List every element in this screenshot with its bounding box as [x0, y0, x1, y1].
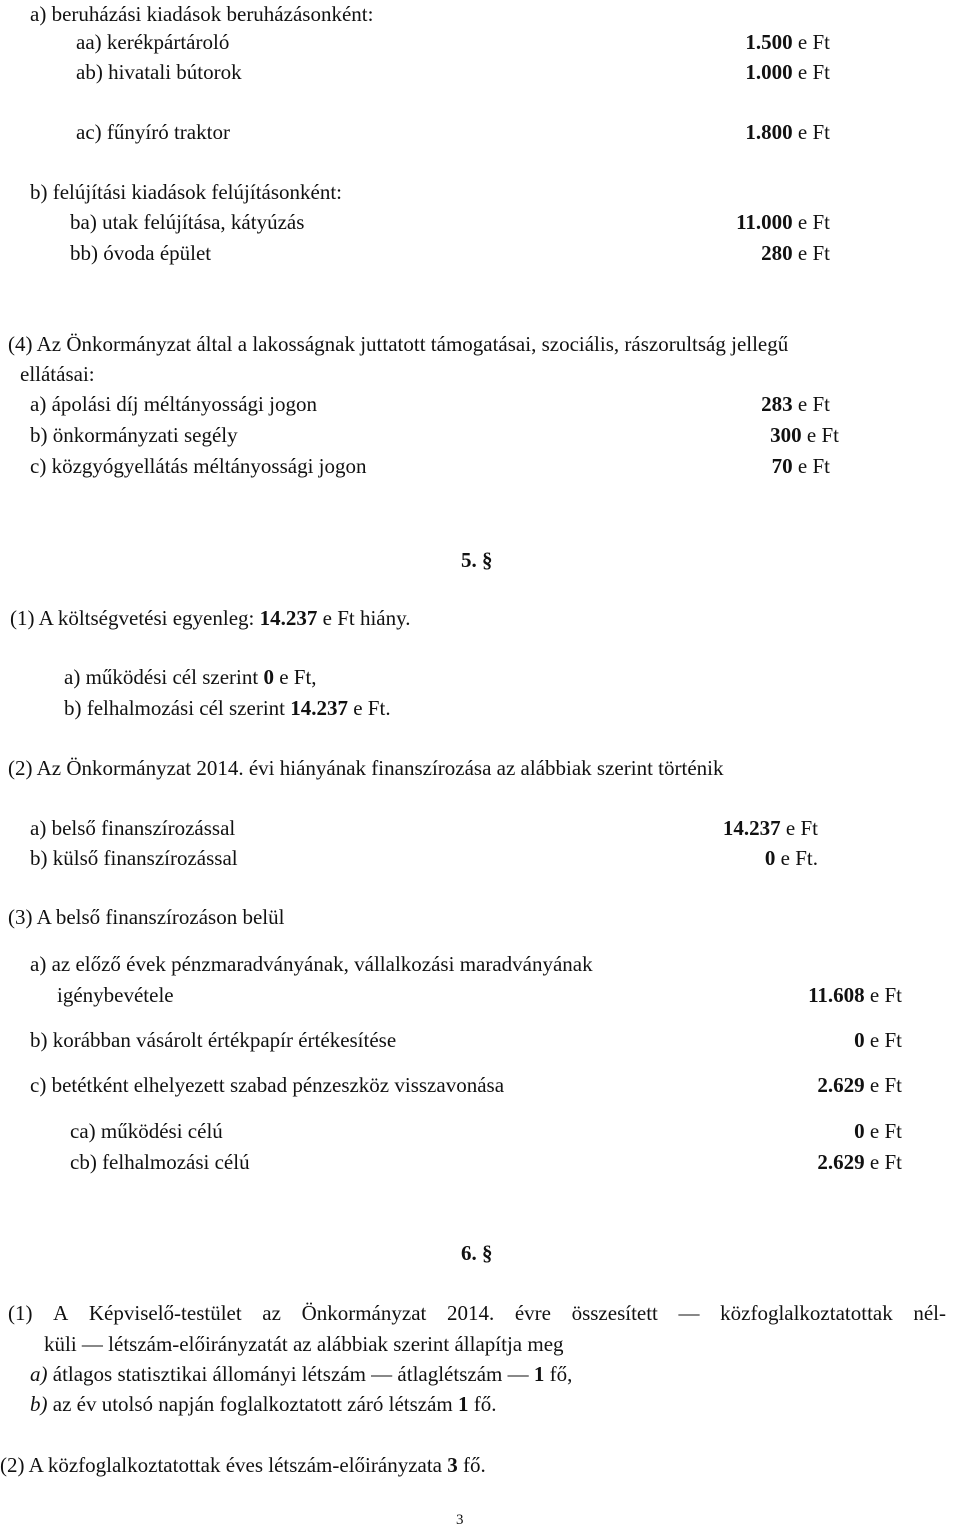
sec5-p1-value: 14.237 [259, 606, 318, 630]
sec6-p1-word: nél- [913, 1301, 946, 1325]
item-ac-label: ac) fűnyíró traktor [76, 120, 230, 144]
sec6-p1-word: Önkormányzat [301, 1301, 427, 1325]
sec6-p1a-text: átlagos statisztikai állományi létszám — átlaglétszám — [47, 1362, 534, 1386]
sec5-p2b-unit: e Ft. [775, 846, 818, 870]
item-ba-amount [736, 212, 830, 233]
sec6-p1b-unit: fő. [468, 1392, 497, 1416]
sec6-p1-word: 2014. [446, 1301, 495, 1325]
sec5-p3cb-unit: e Ft [864, 1150, 902, 1174]
sec5-p1-text: (1) A költségvetési egyenleg: [10, 606, 260, 630]
sec6-p1a-unit: fő, [544, 1362, 573, 1386]
item-ac-unit: e Ft [792, 120, 830, 144]
sec5-p3b-unit: e Ft [864, 1028, 902, 1052]
sec5-p2b-label: b) külső finanszírozással [30, 846, 238, 870]
sec5-p2a-value: 14.237 [722, 816, 781, 840]
section-6-heading: 6. § [461, 1241, 493, 1265]
sec6-p1-line1 [8, 1303, 946, 1324]
sec5-p3a-unit: e Ft [864, 983, 902, 1007]
sec6-p1-word: Képviselő-testület [88, 1301, 242, 1325]
sec5-p3c-amount [817, 1075, 902, 1096]
item-bb-unit: e Ft [792, 241, 830, 265]
para4-line2: ellátásai: [20, 362, 95, 386]
renovation-heading: b) felújítási kiadások felújításonként: [30, 180, 343, 204]
sec5-p2a-label: a) belső finanszírozással [30, 816, 236, 840]
sec6-p1b [30, 1394, 497, 1415]
sec6-p1-line2: küli — létszám-előirányzatát az alábbiak szerint állapítja meg [44, 1332, 564, 1356]
sec5-p3c-unit: e Ft [864, 1073, 902, 1097]
sec5-p1b-unit: e Ft. [347, 696, 391, 720]
sec5-p3ca-unit: e Ft [864, 1119, 902, 1143]
sec5-p2: (2) Az Önkormányzat 2014. évi hiányának finanszírozása az alábbiak szerint történik [8, 756, 724, 780]
sec5-p3b-amount [854, 1030, 902, 1051]
sec6-p1-word: közfoglalkoztatottak [720, 1301, 893, 1325]
sec5-p3a-value: 11.608 [808, 983, 865, 1007]
section-5-heading: 5. § [461, 548, 493, 572]
item-ba-label: ba) utak felújítása, kátyúzás [70, 210, 305, 234]
para4-b-unit: e Ft [801, 423, 839, 447]
sec6-p1a-marker: a) [30, 1362, 48, 1386]
item-bb-label: bb) óvoda épület [70, 241, 212, 265]
sec5-p3: (3) A belső finanszírozáson belül [8, 905, 285, 929]
item-aa-label: aa) kerékpártároló [76, 30, 230, 54]
sec6-p1-word: összesített [571, 1301, 658, 1325]
sec5-p3a-line1: a) az előző évek pénzmaradványának, vállalkozási maradványának [30, 952, 593, 976]
sec5-p1b-value: 14.237 [290, 696, 348, 720]
sec5-p2a-unit: e Ft [780, 816, 818, 840]
sec6-p2-unit: fő. [457, 1453, 486, 1477]
para4-a-value: 283 [761, 392, 793, 416]
sec5-p1a-text: a) működési cél szerint [64, 665, 264, 689]
sec5-p3cb-label: cb) felhalmozási célú [70, 1150, 250, 1174]
para4-c-unit: e Ft [792, 454, 830, 478]
investment-heading: a) beruházási kiadások beruházásonként: [30, 2, 374, 26]
item-aa-value: 1.500 [745, 30, 793, 54]
sec6-p2 [0, 1455, 486, 1476]
sec5-p3cb-amount [817, 1152, 902, 1173]
sec5-p3ca-label: ca) működési célú [70, 1119, 223, 1143]
item-ab-value: 1.000 [745, 60, 793, 84]
sec6-p1a-value: 1 [533, 1362, 545, 1386]
sec6-p1b-marker: b) [30, 1392, 48, 1416]
sec5-p3b-label: b) korábban vásárolt értékpapír értékesítése [30, 1028, 397, 1052]
sec6-p1b-value: 1 [458, 1392, 469, 1416]
para4-line1: (4) Az Önkormányzat által a lakosságnak juttatott támogatásai, szociális, rászorultság jellegű [8, 332, 789, 356]
sec5-p3c-label: c) betétként elhelyezett szabad pénzeszköz visszavonása [30, 1073, 505, 1097]
sec5-p3ca-value: 0 [854, 1119, 865, 1143]
sec6-p1-word: az [262, 1301, 281, 1325]
sec6-p2-text: (2) A közfoglalkoztatottak éves létszám-előirányzata [0, 1453, 448, 1477]
sec5-p2a-amount [723, 818, 818, 839]
sec5-p2b-value: 0 [764, 846, 776, 870]
sec5-p1-unit: e Ft hiány. [317, 606, 411, 630]
sec5-p3a-amount [808, 985, 902, 1006]
sec6-p1-word: — [678, 1301, 700, 1325]
sec6-p1-word: A [53, 1301, 69, 1325]
item-ab-label: ab) hivatali bútorok [76, 60, 242, 84]
item-aa-amount [745, 32, 830, 53]
sec5-p1a [64, 667, 317, 688]
para4-b-value: 300 [770, 423, 802, 447]
sec5-p1b-text: b) felhalmozási cél szerint [64, 696, 291, 720]
item-ba-value: 11.000 [736, 210, 793, 234]
para4-c-label: c) közgyógyellátás méltányossági jogon [30, 454, 367, 478]
sec5-p1a-value: 0 [263, 665, 274, 689]
sec5-p3c-value: 2.629 [817, 1073, 865, 1097]
para4-a-unit: e Ft [792, 392, 830, 416]
para4-b-label: b) önkormányzati segély [30, 423, 238, 447]
para4-a-amount [761, 394, 830, 415]
para4-a-label: a) ápolási díj méltányossági jogon [30, 392, 317, 416]
para4-b-amount [770, 425, 839, 446]
sec6-p1-word: évre [514, 1301, 551, 1325]
sec5-p3b-value: 0 [854, 1028, 865, 1052]
item-ba-unit: e Ft [792, 210, 830, 234]
sec5-p2b-amount [765, 848, 818, 869]
item-aa-unit: e Ft [792, 30, 830, 54]
para4-c-value: 70 [771, 454, 793, 478]
item-bb-value: 280 [761, 241, 793, 265]
sec5-p3ca-amount [854, 1121, 902, 1142]
sec6-p1a [30, 1364, 572, 1385]
sec6-p2-value: 3 [447, 1453, 458, 1477]
item-ab-unit: e Ft [792, 60, 830, 84]
sec5-p3cb-value: 2.629 [817, 1150, 865, 1174]
sec5-p1a-unit: e Ft, [273, 665, 317, 689]
item-bb-amount [761, 243, 830, 264]
sec5-p1b [64, 698, 391, 719]
sec5-p1 [10, 608, 411, 629]
sec5-p3a-line2: igénybevétele [57, 983, 174, 1007]
para4-c-amount [772, 456, 830, 477]
page-number: 3 [456, 1512, 464, 1528]
item-ac-amount [745, 122, 830, 143]
sec6-p1b-text: az év utolsó napján foglalkoztatott záró létszám [47, 1392, 459, 1416]
item-ab-amount [745, 62, 830, 83]
item-ac-value: 1.800 [745, 120, 793, 144]
sec6-p1-word: (1) [8, 1301, 33, 1325]
